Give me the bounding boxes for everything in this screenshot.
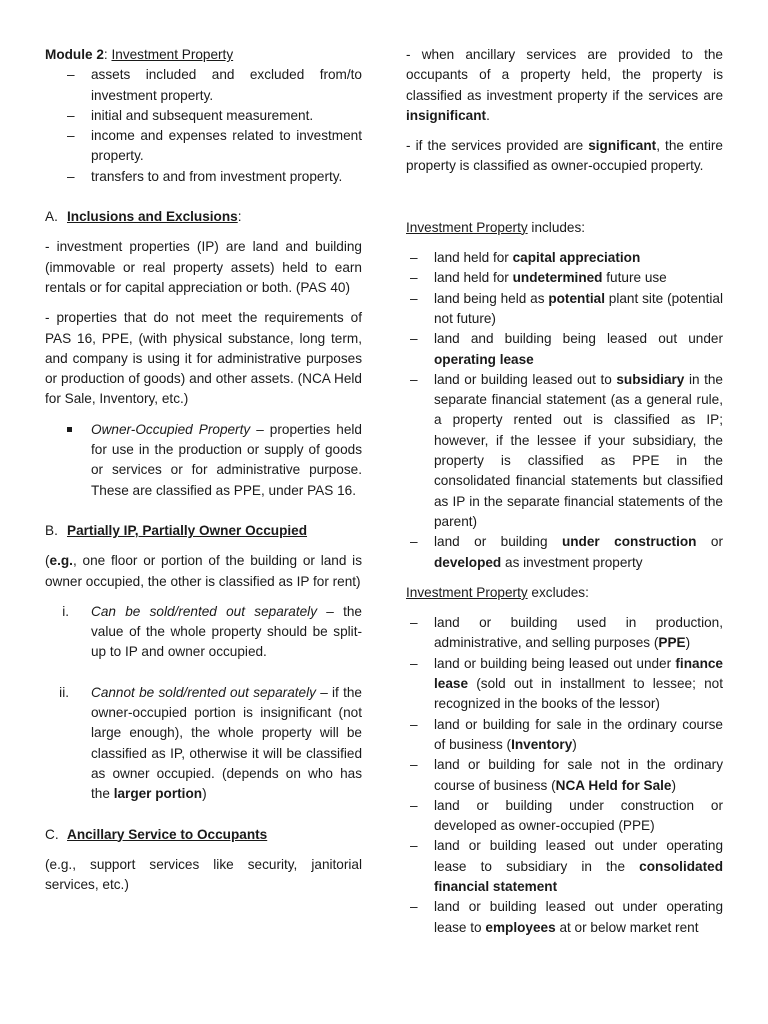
list-item: – land or building under construction or developed as owner-occupied (PPE) <box>410 797 723 834</box>
owner-occupied-list <box>45 420 362 501</box>
module-label: Module 2 <box>45 47 104 62</box>
ancillary-para1: - when ancillary services are provided to the occupants of a property held, the property is classified as investment property if the services are insignificant. <box>406 47 723 123</box>
list-item: Owner-Occupied Property – properties held for use in the production or supply of goods or services or for administrative purpose. These are classified as PPE, under PAS 16. <box>45 420 362 501</box>
list-item: – land or building leased out under operating lease to subsidiary in the consolidated financial statement <box>410 838 723 894</box>
section-b-title: Partially IP, Partially Owner Occupied <box>67 522 308 538</box>
left-column <box>45 45 362 895</box>
list-item: – land or building used in production, administrative, and selling purposes (PPE) <box>410 615 723 651</box>
section-b-intro: (e.g., one floor or portion of the building or land is owner occupied, the other is classified as IP for rent) <box>45 553 362 589</box>
module-topics-list <box>45 65 362 187</box>
list-item: – transfers to and from investment property. <box>67 168 343 184</box>
list-item: – land and building being leased out under operating lease <box>410 331 723 367</box>
section-c-heading: C. Ancillary Service to Occupants <box>45 826 268 842</box>
includes-heading: Investment Property includes: <box>406 219 586 235</box>
ancillary-para2: - if the services provided are significant, the entire property is classified as owner-occupied property. <box>406 138 723 174</box>
list-item: – land held for undetermined future use <box>410 270 667 286</box>
list-item: – land held for capital appreciation <box>410 250 641 266</box>
section-c-title: Ancillary Service to Occupants <box>67 826 268 842</box>
list-item: – initial and subsequent measurement. <box>67 107 314 123</box>
section-c-text: (e.g., support services like security, janitorial services, etc.) <box>45 856 362 893</box>
excludes-heading: Investment Property excludes: <box>406 584 589 600</box>
list-item: – assets included and excluded from/to investment property. <box>67 67 362 103</box>
list-item: – income and expenses related to investment property. <box>67 128 362 164</box>
list-item: – land or building leased out under operating lease to employees at or below market rent <box>410 899 723 935</box>
section-b-list <box>45 602 362 805</box>
list-item: i. Can be sold/rented out separately – the value of the whole property should be split-up to IP and owner occupied. <box>62 603 362 660</box>
list-item: ii. Cannot be sold/rented out separately – if the owner-occupied portion is insignificant (not large enough), the whole property will be classified as IP, otherwise it will be classified as owner occupied. (depends on who has the larger portion) <box>59 684 362 802</box>
module-title: Investment Property <box>111 47 234 62</box>
list-item: – land or building under construction or developed as investment property <box>410 534 723 570</box>
section-a-title: Inclusions and Exclusions <box>67 209 238 225</box>
list-item: – land or building leased out to subsidiary in the separate financial statement (as a general rule, a property rented out is classified as IP; however, if the lessee if your subsidiary, the property is classified as PPE in the consolidated financial statements but classified as IP in the separate financial statements of the parent) <box>410 371 723 529</box>
list-item: – land being held as potential plant site (potential not future) <box>410 290 723 326</box>
section-a-heading: A. Inclusions and Exclusions: <box>45 209 242 225</box>
section-a-para2: - properties that do not meet the requirements of PAS 16, PPE, (with physical substance, long term, and company is using it for administrative purposes or production of goods) and other assets. (NCA Held for Sale, Inventory, etc.) <box>45 310 362 407</box>
right-column <box>406 45 723 938</box>
list-item: – land or building for sale in the ordinary course of business (Inventory) <box>410 716 723 752</box>
list-item: – land or building being leased out under finance lease (sold out in installment to lessee; not recognized in the books of the lessor) <box>410 655 723 712</box>
section-a-para1: - investment properties (IP) are land and building (immovable or real property assets) held to earn rentals or for capital appreciation or both. (PAS 40) <box>45 239 362 295</box>
list-item: – land or building for sale not in the ordinary course of business (NCA Held for Sale) <box>410 757 723 793</box>
section-b-heading: B. Partially IP, Partially Owner Occupied <box>45 522 308 538</box>
module-heading: Module 2: Investment Property <box>45 47 234 62</box>
excludes-list <box>406 613 723 938</box>
includes-list <box>406 248 723 573</box>
